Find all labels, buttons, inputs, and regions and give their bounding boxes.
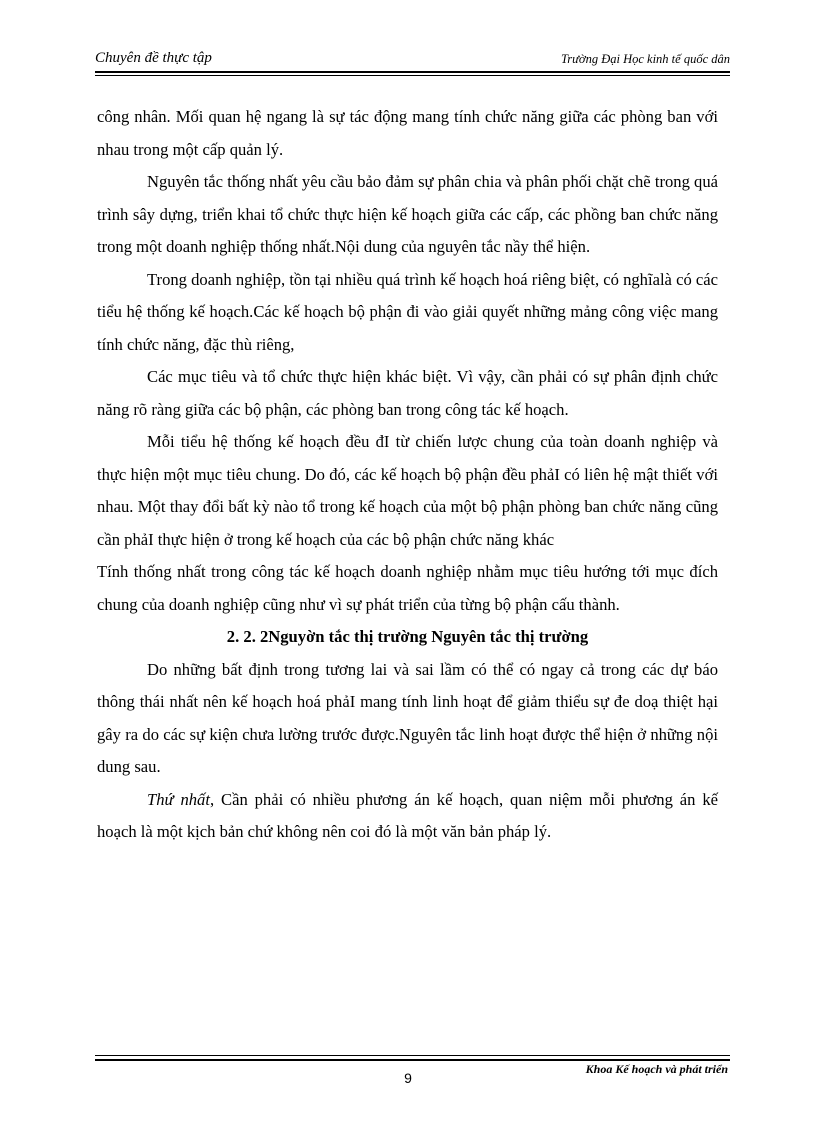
- header-rule-thick: [95, 71, 730, 73]
- header-rule-thin: [95, 75, 730, 76]
- paragraph-unity-purpose: Tính thống nhất trong công tác kế hoạch doanh nghiệp nhằm mục tiêu hướng tới mục đích chung của doanh nghiệp cũng như vì sự phát triển của từng bộ phận cấu thành.: [97, 562, 718, 614]
- section-heading: 2. 2. 2Nguyờn tắc thị trường Nguyên tắc thị trường: [226, 627, 589, 646]
- header-university: Trường Đại Học kinh tế quốc dân: [560, 52, 730, 66]
- first-point-text: , Cần phải có nhiều phương án kế hoạch, quan niệm mỗi phương án kế hoạch là một kịch bản chứ không nên coi đó là một văn bản pháp lý.: [97, 789, 718, 841]
- page-number: 9: [404, 1070, 412, 1086]
- paragraph-continuation: công nhân. Mối quan hệ ngang là sự tác động mang tính chức năng giữa các phòng ban với nhau trong một cấp quản lý.: [97, 107, 718, 159]
- page-header: [95, 48, 730, 70]
- footer-department: Khoa Kế hoạch và phát triển: [585, 1062, 728, 1076]
- paragraph-subsystems: Trong doanh nghiệp, tồn tại nhiều quá trình kế hoạch hoá riêng biệt, có nghĩalà có các tiểu hệ thống kế hoạch.Các kế hoạch bộ phận đi vào giải quyết những mảng công việc mang tính chức năng, đặc thù riêng,: [97, 269, 718, 354]
- paragraph-flexibility: Do những bất định trong tương lai và sai lầm có thể có ngay cả trong các dự báo thông thái nhất nên kế hoạch hoá phảI mang tính linh hoạt để giảm thiểu sự đe doạ thiệt hại gây ra do các sự kiện chưa lường trước được.Nguyên tắc linh hoạt được thể hiện ở những nội dung sau.: [97, 659, 718, 776]
- header-document-type: Chuyên đề thực tập: [95, 50, 212, 66]
- first-point-lead: Thứ nhất: [147, 789, 210, 809]
- paragraph-unity-principle: Nguyên tắc thống nhất yêu cầu bảo đảm sự phân chia và phân phối chặt chẽ trong quá trình sây dựng, triển khai tổ chức thực hiện kế hoạch giữa các cấp, các phồng ban chức năng trong một doanh nghiệp thống nhất.Nội dung của nguyên tắc nầy thể hiện.: [97, 172, 718, 256]
- paragraph-common-goal: Mỗi tiểu hệ thống kế hoạch đều đI từ chiến lược chung của toàn doanh nghiệp và thực hiện một mục tiêu chung. Do đó, các kế hoạch bộ phận đều phảI có liên hệ mật thiết với nhau. Một thay đổi bất kỳ nào tổ trong kế hoạch của một bộ phận phòng ban chức năng cũng cần phảI thực hiện ở trong kế hoạch của các bộ phận chức năng khác: [97, 432, 718, 549]
- paragraph-objectives: Các mục tiêu và tổ chức thực hiện khác biệt. Vì vậy, cần phải có sự phân định chức năng rõ ràng giữa các bộ phận, các phòng ban trong công tác kế hoạch.: [97, 367, 718, 419]
- page-body: [97, 101, 718, 849]
- footer-rule-thick: [95, 1059, 730, 1061]
- paragraph-first-point: [97, 784, 718, 849]
- footer-rule-thin: [95, 1055, 730, 1056]
